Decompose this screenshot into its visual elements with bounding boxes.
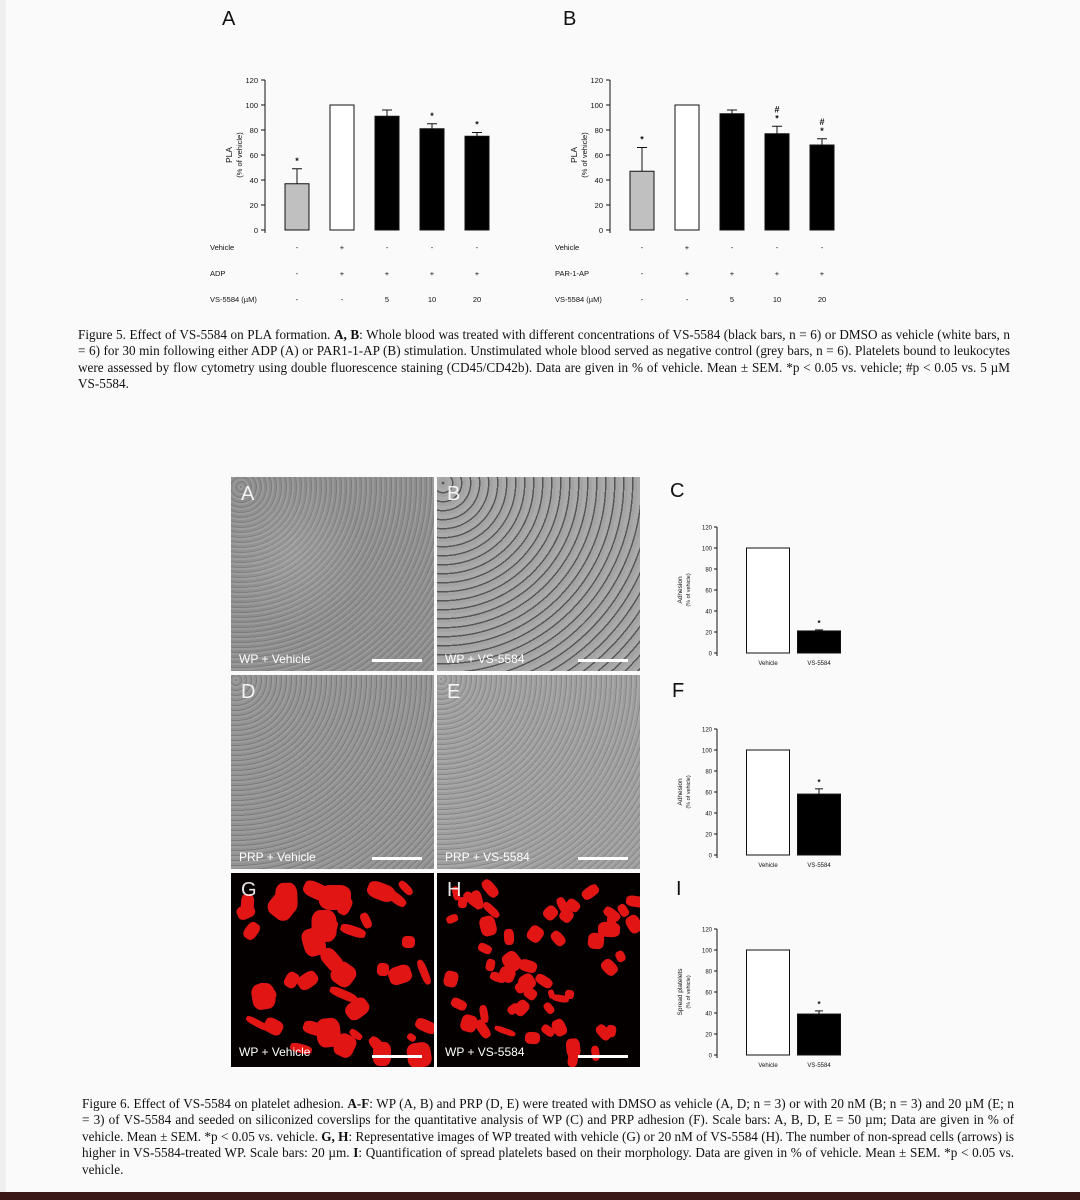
category-label: VS-5584: [807, 1063, 831, 1069]
platelet-shape: [294, 969, 320, 994]
significance-marker: #: [819, 116, 825, 127]
category-label: VS-5584: [807, 863, 831, 869]
condition-cell: 5: [729, 295, 735, 304]
platelet-shape: [450, 996, 468, 1011]
condition-cell: +: [819, 269, 825, 278]
condition-cell: 10: [427, 295, 437, 304]
category-label: Vehicle: [758, 1063, 778, 1069]
bar: [765, 134, 789, 230]
y-axis-label: Spread platelets: [677, 968, 684, 1016]
bar: [285, 184, 309, 230]
y-tick-label: 80: [249, 126, 258, 135]
condition-row-label: PAR-1-AP: [555, 269, 590, 278]
bar: [630, 171, 654, 230]
condition-cell: +: [684, 243, 690, 252]
y-tick-label: 20: [705, 1032, 712, 1039]
y-tick-label: 80: [594, 126, 603, 135]
platelet-shape: [402, 936, 415, 949]
platelet-shape: [587, 933, 605, 951]
scale-bar: [578, 857, 628, 860]
micrograph-d: [231, 675, 434, 869]
condition-cell: -: [295, 269, 299, 278]
y-tick-label: 40: [705, 811, 712, 818]
y-tick-label: 120: [245, 76, 258, 85]
platelet-shape: [625, 895, 640, 909]
platelet-shape: [329, 985, 359, 1005]
y-tick-label: 100: [245, 101, 258, 110]
condition-cell: 20: [472, 295, 482, 304]
micrograph-letter: D: [241, 681, 256, 703]
y-tick-label: 20: [705, 630, 712, 637]
y-tick-label: 60: [594, 151, 603, 160]
condition-row-label: VS-5584 (µM): [210, 295, 257, 304]
micrograph-label: WP + Vehicle: [239, 1045, 311, 1059]
micrograph-letter: B: [447, 483, 461, 505]
platelet-shape: [316, 1017, 343, 1049]
condition-cell: +: [339, 243, 345, 252]
figure5-caption-bold: A, B: [333, 327, 360, 342]
scale-bar: [372, 659, 422, 662]
y-axis-sublabel: (% of vehicle): [686, 775, 692, 809]
y-tick-label: 20: [594, 201, 603, 210]
bar: [747, 548, 790, 653]
scale-bar: [372, 1055, 422, 1058]
platelet-shape: [473, 1018, 492, 1040]
category-label: Vehicle: [758, 863, 778, 869]
y-tick-label: 80: [705, 769, 712, 776]
condition-row-label: Vehicle: [210, 243, 235, 252]
y-tick-label: 20: [249, 201, 258, 210]
platelet-shape: [414, 1016, 434, 1036]
micrograph-b: [437, 477, 640, 671]
bar: [798, 1014, 841, 1055]
significance-marker: #: [774, 104, 780, 115]
platelet-shape: [590, 1045, 600, 1060]
condition-cell: -: [730, 243, 734, 252]
condition-row-label: VS-5584 (µM): [555, 295, 602, 304]
y-tick-label: 120: [701, 927, 712, 934]
platelet-shape: [477, 941, 493, 955]
significance-marker: *: [820, 125, 824, 136]
bar: [798, 631, 841, 653]
y-tick-label: 120: [590, 76, 603, 85]
micrograph-label: PRP + VS-5584: [445, 850, 530, 864]
scale-bar: [578, 1055, 628, 1058]
platelet-shape: [541, 903, 560, 922]
platelet-shape: [443, 970, 460, 988]
y-tick-label: 60: [705, 790, 712, 797]
condition-cell: -: [295, 243, 299, 252]
platelet-shape: [359, 912, 374, 930]
y-tick-label: 0: [708, 651, 712, 658]
bar: [420, 129, 444, 230]
condition-cell: -: [640, 295, 644, 304]
significance-marker: *: [775, 113, 779, 124]
platelet-shape: [607, 915, 615, 928]
figure5-caption-lead: Figure 5. Effect of VS-5584 on PLA formation.: [78, 327, 331, 342]
figure6-chart-f: [672, 702, 852, 877]
platelet-shape: [386, 963, 414, 987]
micrograph-letter: H: [447, 879, 462, 901]
y-tick-label: 40: [249, 176, 258, 185]
y-tick-label: 80: [705, 567, 712, 574]
platelet-shape: [275, 883, 298, 914]
platelet-shape: [525, 923, 546, 944]
scale-bar: [578, 659, 628, 662]
condition-cell: -: [640, 243, 644, 252]
platelet-shape: [566, 1049, 578, 1067]
figure6-caption-body-2: : Representative images of WP treated with vehicle (G) or 20 nM of VS-5584 (H). The number of non-spread cells (arrows) is higher in VS-5584-treated WP. Scale bars: 20 µm.: [82, 1128, 1015, 1161]
y-axis-sublabel: (% of vehicle): [235, 132, 244, 178]
condition-row-label: Vehicle: [555, 243, 580, 252]
micrograph-letter: A: [241, 483, 255, 505]
y-tick-label: 80: [705, 969, 712, 976]
bar: [375, 116, 399, 230]
y-tick-label: 0: [708, 1053, 712, 1060]
platelet-shape: [494, 1024, 516, 1037]
y-tick-label: 100: [701, 546, 712, 553]
y-tick-label: 60: [705, 990, 712, 997]
significance-marker: *: [640, 134, 644, 145]
figure6-caption-bold-2: G, H: [321, 1128, 349, 1144]
bar: [465, 136, 489, 230]
y-tick-label: 0: [598, 226, 603, 235]
figure6-caption: [82, 1096, 1014, 1178]
significance-marker: *: [817, 618, 821, 628]
platelet-shape: [406, 1041, 433, 1067]
condition-cell: +: [774, 269, 780, 278]
figure5-caption: [78, 327, 1010, 393]
micrograph-a: [231, 477, 434, 671]
significance-marker: *: [475, 119, 479, 130]
scale-bar: [372, 857, 422, 860]
condition-cell: 5: [384, 295, 390, 304]
condition-cell: -: [775, 243, 779, 252]
platelet-shape: [549, 929, 568, 949]
condition-cell: 10: [772, 295, 782, 304]
micrograph-label: PRP + Vehicle: [239, 850, 316, 864]
panel-letter-b: B: [563, 8, 577, 30]
condition-cell: +: [474, 269, 480, 278]
micrograph-label: WP + Vehicle: [239, 652, 311, 666]
y-tick-label: 40: [705, 609, 712, 616]
y-axis-label: Adhesion: [677, 778, 684, 806]
y-tick-label: 120: [701, 525, 712, 532]
platelet-shape: [534, 972, 554, 990]
condition-cell: +: [384, 269, 390, 278]
bar: [720, 114, 744, 230]
micrograph-letter: G: [241, 879, 257, 901]
figure6-caption-bold-1: A-F: [347, 1096, 370, 1111]
bar: [798, 794, 841, 855]
figure6-chart-c: [672, 500, 852, 675]
platelet-shape: [480, 877, 502, 900]
bottom-bar: [0, 1192, 1080, 1200]
condition-cell: -: [340, 295, 344, 304]
condition-cell: +: [729, 269, 735, 278]
y-tick-label: 40: [594, 176, 603, 185]
y-tick-label: 0: [708, 853, 712, 860]
figure6-caption-lead: Figure 6. Effect of VS-5584 on platelet adhesion.: [82, 1096, 344, 1111]
platelet-shape: [241, 919, 263, 942]
condition-cell: -: [430, 243, 434, 252]
y-tick-label: 40: [705, 1011, 712, 1018]
platelet-shape: [580, 882, 601, 901]
bar: [330, 105, 354, 230]
bar: [675, 105, 699, 230]
platelet-shape: [614, 950, 627, 964]
figure6-caption-bold-3: I: [353, 1145, 359, 1161]
condition-cell: -: [820, 243, 824, 252]
y-tick-label: 100: [701, 948, 712, 955]
panel-letter-i: I: [676, 878, 682, 900]
micrograph-label: WP + VS-5584: [445, 1045, 525, 1059]
condition-row-label: ADP: [210, 269, 226, 278]
category-label: VS-5584: [807, 661, 831, 667]
micrograph-g: [231, 873, 434, 1067]
platelet-shape: [512, 998, 532, 1019]
y-tick-label: 0: [253, 226, 258, 235]
condition-cell: -: [385, 243, 389, 252]
micrograph-label: WP + VS-5584: [445, 652, 525, 666]
figure5-chart-a: [210, 35, 520, 310]
condition-cell: -: [475, 243, 479, 252]
y-axis-sublabel: (% of vehicle): [686, 573, 692, 607]
platelet-shape: [406, 1032, 417, 1043]
y-tick-label: 100: [590, 101, 603, 110]
bar: [747, 750, 790, 855]
figure5-caption-body: : Whole blood was treated with different concentrations of VS-5584 (black bars, n = 6) or DMSO as vehicle (white bars, n = 6) for 30 min following either ADP (A) or PAR1-1-AP (B) stimulation. Unstimulated whole blood served as negative control (grey bars, n = 6). Platelets bound to leukocytes were assessed by flow cytometry using double fluorescence staining (CD45/CD42b). Data are given in % of vehicle. Mean ± SEM. *p < 0.05 vs. vehicle; #p < 0.05 vs. 5 µM VS-5584.: [78, 327, 1011, 392]
significance-marker: *: [817, 999, 821, 1009]
y-axis-label: Adhesion: [677, 576, 684, 604]
y-tick-label: 100: [701, 748, 712, 755]
condition-cell: -: [685, 295, 689, 304]
condition-cell: +: [684, 269, 690, 278]
y-tick-label: 20: [705, 832, 712, 839]
platelet-shape: [485, 959, 496, 972]
y-axis-label: PLA: [224, 146, 234, 164]
page-edge: [0, 0, 6, 1192]
condition-cell: 20: [817, 295, 827, 304]
platelet-shape: [415, 959, 432, 986]
figure6-caption-body-1: : WP (A, B) and PRP (D, E) were treated with DMSO as vehicle (A, D; n = 3) or with 20 nM (B; n = 3) and 20 µM (E; n = 3) of VS-5584 and seeded on siliconized coverslips for the quantitative analysis of WP (C) and PRP adhesion (F). Scale bars: A, B, D, E = 50 µm; Data are given in % of vehicle. Mean ± SEM. *p < 0.05 vs. vehicle.: [82, 1096, 1014, 1144]
condition-cell: +: [339, 269, 345, 278]
panel-letter-f: F: [672, 680, 685, 702]
y-axis-sublabel: (% of vehicle): [686, 975, 692, 1009]
micrograph-e: [437, 675, 640, 869]
figure6-chart-i: [672, 902, 852, 1077]
bar: [747, 950, 790, 1055]
significance-marker: *: [295, 155, 299, 166]
figure6-caption-body-3: : Quantification of spread platelets based on their morphology. Data are given in % of vehicle. Mean ± SEM. *p < 0.05 vs. vehicle.: [82, 1145, 1015, 1177]
condition-cell: +: [429, 269, 435, 278]
condition-cell: -: [640, 269, 644, 278]
condition-cell: -: [295, 295, 299, 304]
bar: [810, 145, 834, 230]
y-tick-label: 120: [701, 727, 712, 734]
panel-letter-a: A: [222, 8, 236, 30]
platelet-shape: [236, 902, 258, 922]
y-tick-label: 60: [249, 151, 258, 160]
panel-letter-c: C: [670, 480, 685, 502]
figure5-chart-b: [555, 35, 865, 310]
significance-marker: *: [430, 110, 434, 121]
micrograph-h: [437, 873, 640, 1067]
y-tick-label: 60: [705, 588, 712, 595]
micrograph-letter: E: [447, 681, 461, 703]
category-label: Vehicle: [758, 661, 778, 667]
platelet-shape: [445, 913, 459, 925]
platelet-shape: [504, 928, 515, 945]
significance-marker: *: [817, 777, 821, 787]
y-axis-label: PLA: [569, 146, 579, 164]
platelet-shape: [525, 1032, 541, 1045]
y-axis-sublabel: (% of vehicle): [580, 132, 589, 178]
platelet-shape: [542, 1001, 556, 1015]
